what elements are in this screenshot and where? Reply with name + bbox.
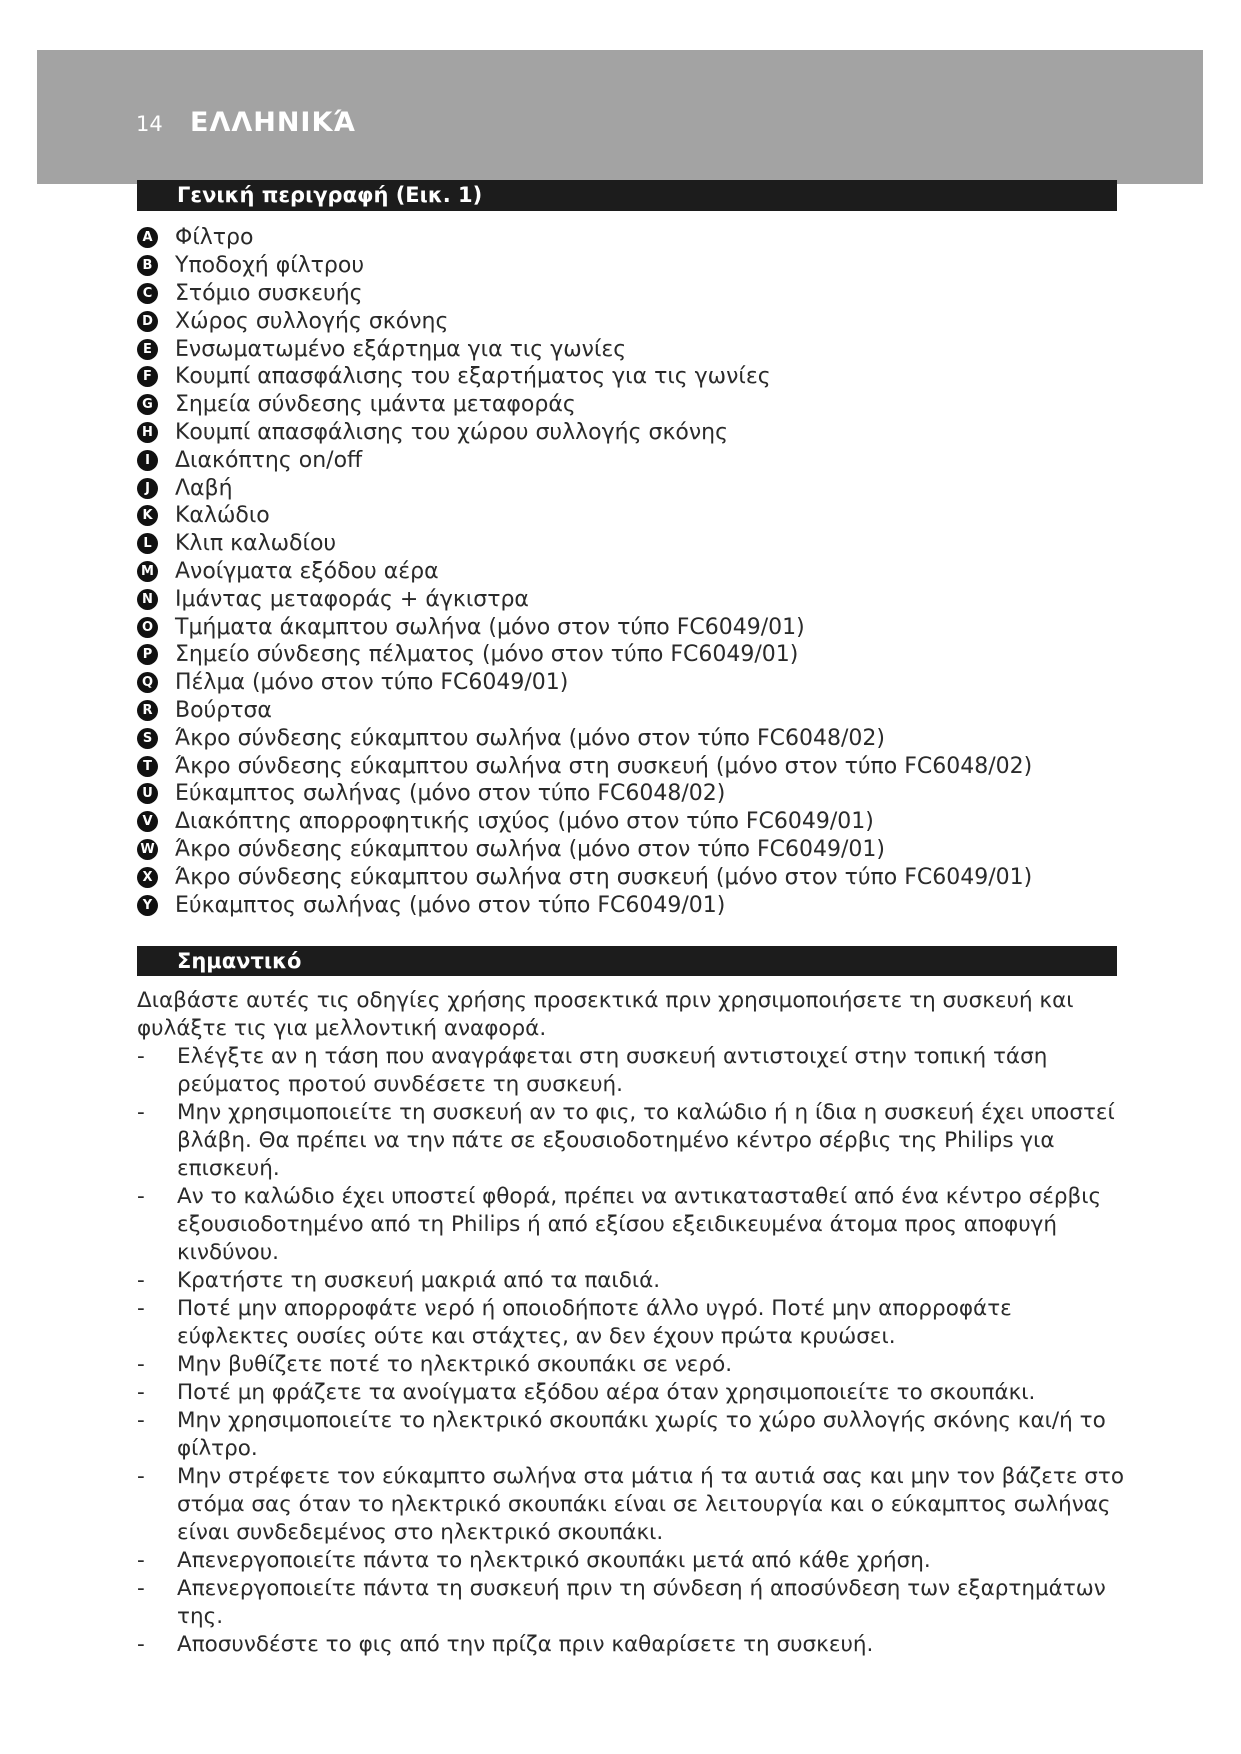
part-label: Στόμιο συσκευής (175, 280, 363, 306)
parts-list-item (137, 558, 1032, 586)
warnings-list (137, 1043, 1127, 1659)
part-label: Λαβή (175, 475, 233, 501)
page-number: 14 (136, 112, 163, 136)
letter-badge: J (137, 478, 158, 499)
warning-text: Μην στρέφετε τον εύκαμπτο σωλήνα στα μάτια ή τα αυτιά σας και μην τον βάζετε στο στόμα σας όταν το ηλεκτρικό σκουπάκι είναι σε λειτουργία και ο εύκαμπτος σωλήνας είναι συνδεδεμένος στο ηλεκτρικό σκουπάκι. (177, 1464, 1124, 1545)
letter-badge: A (137, 227, 158, 248)
dash-bullet: - (137, 1464, 145, 1489)
part-label: Κουμπί απασφάλισης του χώρου συλλογής σκόνης (175, 419, 729, 445)
warning-item (137, 1267, 1127, 1295)
parts-list-item (137, 724, 1032, 752)
warning-item (137, 1407, 1127, 1463)
parts-list-item (137, 863, 1032, 891)
warning-item (137, 1183, 1127, 1267)
parts-list-item (137, 474, 1032, 502)
part-label: Εύκαμπτος σωλήνας (μόνο στον τύπο FC6048/02) (175, 781, 726, 807)
parts-list (137, 224, 1032, 919)
parts-list-item (137, 335, 1032, 363)
letter-badge: Q (137, 672, 158, 693)
parts-list-item (137, 446, 1032, 474)
important-intro: Διαβάστε αυτές τις οδηγίες χρήσης προσεκτικά πριν χρησιμοποιήσετε τη συσκευή και φυλάξτε τις για μελλοντική αναφορά. (137, 988, 1074, 1041)
parts-list-item (137, 585, 1032, 613)
warning-text: Μην βυθίζετε ποτέ το ηλεκτρικό σκουπάκι σε νερό. (177, 1352, 733, 1377)
parts-list-item (137, 419, 1032, 447)
dash-bullet: - (137, 1380, 145, 1405)
letter-badge: L (137, 533, 158, 554)
parts-list-item (137, 363, 1032, 391)
part-label: Κλιπ καλωδίου (175, 531, 337, 557)
part-label: Υποδοχή φίλτρου (175, 253, 365, 279)
part-label: Χώρος συλλογής σκόνης (175, 308, 449, 334)
part-label: Σημείο σύνδεσης πέλματος (μόνο στον τύπο FC6049/01) (175, 642, 799, 668)
part-label: Άκρο σύνδεσης εύκαμπτου σωλήνα στη συσκευή (μόνο στον τύπο FC6049/01) (175, 864, 1033, 890)
parts-list-item (137, 613, 1032, 641)
letter-badge: O (137, 617, 158, 638)
letter-badge: S (137, 728, 158, 749)
part-label: Κουμπί απασφάλισης του εξαρτήματος για τις γωνίες (175, 364, 771, 390)
part-label: Άκρο σύνδεσης εύκαμπτου σωλήνα (μόνο στον τύπο FC6049/01) (175, 836, 885, 862)
dash-bullet: - (137, 1408, 145, 1433)
warning-item (137, 1043, 1127, 1099)
parts-list-item (137, 641, 1032, 669)
warning-item (137, 1631, 1127, 1659)
dash-bullet: - (137, 1044, 145, 1069)
warning-item (137, 1351, 1127, 1379)
letter-badge: V (137, 811, 158, 832)
parts-list-item (137, 280, 1032, 308)
part-label: Διακόπτης απορροφητικής ισχύος (μόνο στον τύπο FC6049/01) (175, 809, 874, 835)
part-label: Άκρο σύνδεσης εύκαμπτου σωλήνα στη συσκευή (μόνο στον τύπο FC6048/02) (175, 753, 1033, 779)
warning-item (137, 1379, 1127, 1407)
letter-badge: F (137, 366, 158, 387)
letter-badge: U (137, 783, 158, 804)
parts-list-item (137, 752, 1032, 780)
letter-badge: G (137, 394, 158, 415)
warning-text: Απενεργοποιείτε πάντα το ηλεκτρικό σκουπάκι μετά από κάθε χρήση. (177, 1548, 931, 1573)
dash-bullet: - (137, 1576, 145, 1601)
dash-bullet: - (137, 1548, 145, 1573)
section-heading-general: Γενική περιγραφή (Εικ. 1) (137, 180, 1117, 211)
part-label: Ενσωματωμένο εξάρτημα για τις γωνίες (175, 336, 627, 362)
parts-list-item (137, 697, 1032, 725)
part-label: Άκρο σύνδεσης εύκαμπτου σωλήνα (μόνο στον τύπο FC6048/02) (175, 725, 885, 751)
part-label: Καλώδιο (175, 503, 270, 529)
warning-text: Ποτέ μη φράζετε τα ανοίγματα εξόδου αέρα όταν χρησιμοποιείτε το σκουπάκι. (177, 1380, 1036, 1405)
dash-bullet: - (137, 1632, 145, 1657)
dash-bullet: - (137, 1100, 145, 1125)
part-label: Σημεία σύνδεσης ιμάντα μεταφοράς (175, 392, 576, 418)
parts-list-item (137, 808, 1032, 836)
part-label: Βούρτσα (175, 697, 272, 723)
dash-bullet: - (137, 1296, 145, 1321)
parts-list-item (137, 502, 1032, 530)
part-label: Διακόπτης on/off (175, 447, 363, 473)
parts-list-item (137, 669, 1032, 697)
parts-list-item (137, 224, 1032, 252)
dash-bullet: - (137, 1352, 145, 1377)
letter-badge: M (137, 561, 158, 582)
parts-list-item (137, 530, 1032, 558)
warning-item (137, 1575, 1127, 1631)
letter-badge: B (137, 255, 158, 276)
parts-list-item (137, 891, 1032, 919)
part-label: Τμήματα άκαμπτου σωλήνα (μόνο στον τύπο FC6049/01) (175, 614, 805, 640)
parts-list-item (137, 252, 1032, 280)
warning-item (137, 1099, 1127, 1183)
letter-badge: W (137, 839, 158, 860)
letter-badge: D (137, 311, 158, 332)
dash-bullet: - (137, 1268, 145, 1293)
warning-text: Ποτέ μην απορροφάτε νερό ή οποιοδήποτε άλλο υγρό. Ποτέ μην απορροφάτε εύφλεκτες ουσίες ούτε και στάχτες, αν δεν έχουν πρώτα κρυώσει. (177, 1296, 1012, 1349)
warning-text: Απενεργοποιείτε πάντα τη συσκευή πριν τη σύνδεση ή αποσύνδεση των εξαρτημάτων της. (177, 1576, 1106, 1629)
part-label: Ιμάντας μεταφοράς + άγκιστρα (175, 586, 529, 612)
warning-text: Ελέγξτε αν η τάση που αναγράφεται στη συσκευή αντιστοιχεί στην τοπική τάση ρεύματος προτού συνδέσετε τη συσκευή. (177, 1044, 1048, 1097)
part-label: Ανοίγματα εξόδου αέρα (175, 558, 439, 584)
letter-badge: H (137, 422, 158, 443)
warning-text: Μην χρησιμοποιείτε τη συσκευή αν το φις, το καλώδιο ή η ίδια η συσκευή έχει υποστεί βλάβη. Θα πρέπει να την πάτε σε εξουσιοδοτημένο κέντρο σέρβις της Philips για επισκευή. (177, 1100, 1115, 1181)
parts-list-item (137, 307, 1032, 335)
parts-list-item (137, 780, 1032, 808)
part-label: Πέλμα (μόνο στον τύπο FC6049/01) (175, 670, 569, 696)
letter-badge: E (137, 339, 158, 360)
warning-item (137, 1295, 1127, 1351)
warning-text: Αποσυνδέστε το φις από την πρίζα πριν καθαρίσετε τη συσκευή. (177, 1632, 874, 1657)
letter-badge: X (137, 867, 158, 888)
letter-badge: R (137, 700, 158, 721)
letter-badge: P (137, 644, 158, 665)
warning-item (137, 1463, 1127, 1547)
letter-badge: C (137, 283, 158, 304)
warning-item (137, 1547, 1127, 1575)
part-label: Φίλτρο (175, 225, 254, 251)
parts-list-item (137, 836, 1032, 864)
language-title: ΕΛΛΗΝΙΚΆ (190, 107, 356, 138)
letter-badge: N (137, 589, 158, 610)
section-heading-important: Σημαντικό (137, 946, 1117, 976)
warning-text: Αν το καλώδιο έχει υποστεί φθορά, πρέπει να αντικατασταθεί από ένα κέντρο σέρβις εξουσιοδοτημένο από τη Philips ή από εξίσου εξειδικευμένα άτομα προς αποφυγή κινδύνου. (177, 1184, 1102, 1265)
letter-badge: T (137, 756, 158, 777)
part-label: Εύκαμπτος σωλήνας (μόνο στον τύπο FC6049/01) (175, 892, 726, 918)
letter-badge: Y (137, 895, 158, 916)
letter-badge: I (137, 450, 158, 471)
letter-badge: K (137, 505, 158, 526)
dash-bullet: - (137, 1184, 145, 1209)
warning-text: Μην χρησιμοποιείτε το ηλεκτρικό σκουπάκι χωρίς το χώρο συλλογής σκόνης και/ή το φίλτρο. (177, 1408, 1106, 1461)
parts-list-item (137, 391, 1032, 419)
warning-text: Κρατήστε τη συσκευή μακριά από τα παιδιά. (177, 1268, 661, 1293)
